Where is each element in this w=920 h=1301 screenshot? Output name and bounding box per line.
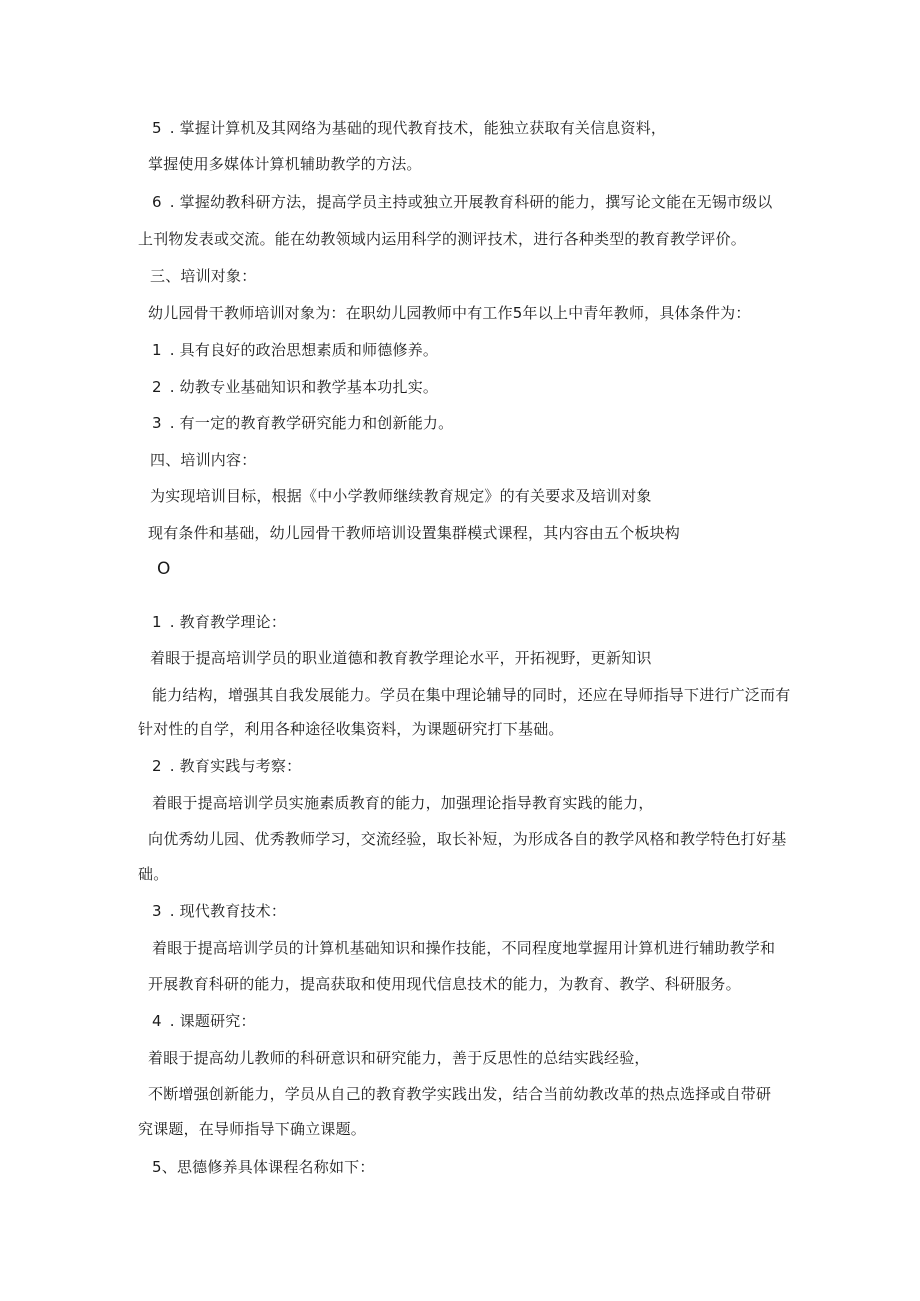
text-line-27 bbox=[148, 1084, 771, 1104]
text-line-9 bbox=[152, 413, 453, 433]
text-line-24 bbox=[148, 974, 741, 994]
line-text: 5、思德修养具体课程名称如下： bbox=[152, 1158, 375, 1176]
line-text: 着眼于提高培训学员的职业道德和教育教学理论水平，开拓视野，更新知识 bbox=[150, 649, 652, 667]
text-line-3 bbox=[152, 192, 773, 212]
line-text: 四、培训内容： bbox=[150, 451, 257, 469]
text-line-19 bbox=[152, 793, 654, 813]
line-text: 着眼于提高幼儿教师的科研意识和研究能力，善于反思性的总结实践经验， bbox=[148, 1049, 650, 1067]
text-line-21 bbox=[138, 864, 168, 884]
line-text: 为实现培训目标，根据《中小学教师继续教育规定》的有关要求及培训对象 bbox=[150, 487, 652, 505]
line-text: . 有一定的教育教学研究能力和创新能力。 bbox=[169, 414, 454, 432]
line-text: . 课题研究： bbox=[169, 1012, 256, 1030]
text-line-23 bbox=[152, 938, 775, 958]
line-text: 掌握使用多媒体计算机辅助教学的方法。 bbox=[148, 155, 422, 173]
text-line-26 bbox=[148, 1048, 650, 1068]
line-text: . 幼教专业基础知识和教学基本功扎实。 bbox=[169, 378, 439, 396]
line-text: . 具有良好的政治思想素质和师德修养。 bbox=[169, 341, 439, 359]
text-line-13 bbox=[157, 559, 171, 579]
line-text: . 现代教育技术： bbox=[169, 902, 287, 920]
text-line-18 bbox=[152, 756, 301, 776]
line-text: O bbox=[157, 559, 171, 579]
text-line-1 bbox=[152, 118, 666, 138]
line-text: 着眼于提高培训学员实施素质教育的能力，加强理论指导教育实践的能力， bbox=[152, 794, 654, 812]
item-number: 3 bbox=[152, 414, 162, 432]
text-line-8 bbox=[152, 377, 438, 397]
item-number: 3 bbox=[152, 902, 162, 920]
text-line-12 bbox=[148, 523, 680, 543]
line-text: . 掌握计算机及其网络为基础的现代教育技术，能独立获取有关信息资料， bbox=[169, 119, 667, 137]
item-number: 4 bbox=[152, 1012, 162, 1030]
item-number: 1 bbox=[152, 341, 162, 359]
text-line-4 bbox=[138, 229, 746, 249]
line-text: 开展教育科研的能力，提高获取和使用现代信息技术的能力，为教育、教学、科研服务。 bbox=[148, 975, 741, 993]
line-text: . 教育教学理论： bbox=[169, 613, 287, 631]
line-text: 础。 bbox=[138, 865, 169, 883]
item-number: 2 bbox=[152, 757, 162, 775]
line-text: 究课题，在导师指导下确立课题。 bbox=[138, 1120, 367, 1138]
item-number: 2 bbox=[152, 378, 162, 396]
line-text: . 教育实践与考察： bbox=[169, 757, 302, 775]
text-line-7 bbox=[152, 340, 438, 360]
line-text: 针对性的自学，利用各种途径收集资料，为课题研究打下基础。 bbox=[138, 720, 564, 738]
line-text: 三、培训对象： bbox=[150, 267, 257, 285]
text-line-22 bbox=[152, 901, 286, 921]
section-heading-4 bbox=[150, 450, 256, 470]
section-heading-3 bbox=[150, 266, 256, 286]
line-text: 现有条件和基础，幼儿园骨干教师培训设置集群模式课程，其内容由五个板块构 bbox=[148, 524, 681, 542]
line-text: 幼儿园骨干教师培训对象为：在职幼儿园教师中有工作5年以上中青年教师，具体条件为： bbox=[148, 304, 751, 322]
text-line-20 bbox=[148, 829, 786, 849]
text-line-11 bbox=[150, 486, 652, 506]
item-number: 5 bbox=[152, 119, 162, 137]
item-number: 1 bbox=[152, 613, 162, 631]
text-line-2 bbox=[148, 154, 422, 174]
text-line-17 bbox=[138, 719, 564, 739]
text-line-25 bbox=[152, 1011, 256, 1031]
item-number: 6 bbox=[152, 193, 162, 211]
text-line-28 bbox=[138, 1119, 366, 1139]
line-text: 着眼于提高培训学员的计算机基础知识和操作技能，不同程度地掌握用计算机进行辅助教学和 bbox=[152, 939, 776, 957]
line-text: 能力结构，增强其自我发展能力。学员在集中理论辅导的同时，还应在导师指导下进行广泛而有 bbox=[152, 686, 791, 704]
line-text: . 掌握幼教科研方法，提高学员主持或独立开展教育科研的能力，撰写论文能在无锡市级以 bbox=[169, 193, 773, 211]
line-text: 上刊物发表或交流。能在幼教领域内运用科学的测评技术，进行各种类型的教育教学评价。 bbox=[138, 230, 747, 248]
text-line-6 bbox=[148, 303, 751, 323]
line-text: 向优秀幼儿园、优秀教师学习，交流经验，取长补短，为形成各自的教学风格和教学特色打好基 bbox=[148, 830, 787, 848]
text-line-14 bbox=[152, 612, 286, 632]
text-line-15 bbox=[150, 648, 652, 668]
text-line-29 bbox=[152, 1157, 375, 1177]
text-line-16 bbox=[152, 685, 790, 705]
line-text: 不断增强创新能力，学员从自己的教育教学实践出发，结合当前幼教改革的热点选择或自带研 bbox=[148, 1085, 772, 1103]
